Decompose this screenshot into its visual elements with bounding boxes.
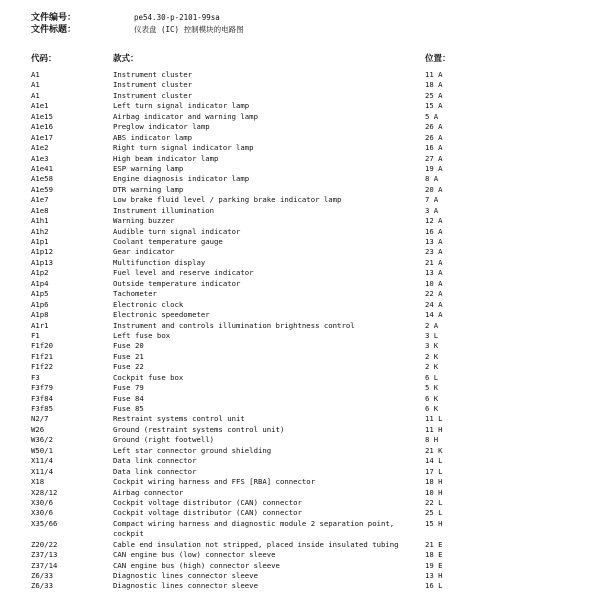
component-position: 11 H	[425, 424, 443, 434]
component-code: X35/66	[31, 518, 58, 528]
component-position: 14 A	[425, 310, 443, 320]
component-description: Compact wiring harness and diagnostic module 2 separation point,	[113, 518, 395, 528]
component-description: DTR warning lamp	[113, 184, 184, 194]
component-code: A1e15	[31, 111, 53, 121]
component-description: Diagnostic lines connector sleeve	[113, 571, 258, 580]
component-code: A1e59	[31, 184, 53, 194]
component-position: 18 A	[425, 80, 443, 90]
component-code: A1e2	[31, 143, 49, 153]
column-header-position: 位置：	[425, 54, 451, 64]
component-position: 21 A	[425, 257, 443, 267]
component-code: A1h1	[31, 216, 49, 226]
component-position: 15 H	[425, 518, 443, 528]
component-code: X11/4	[31, 456, 53, 466]
component-description: Ground (restraint systems control unit)	[113, 424, 285, 434]
component-position: 17 L	[425, 466, 443, 476]
list-item	[31, 268, 591, 278]
component-code: A1p8	[31, 310, 49, 320]
list-item	[31, 446, 591, 456]
component-position: 10 H	[425, 487, 443, 497]
list-item	[31, 195, 591, 205]
component-description: Data link connector	[113, 466, 197, 476]
component-position: 10 A	[425, 278, 443, 288]
document-header	[31, 12, 244, 36]
component-description: ABS indicator lamp	[113, 132, 193, 142]
list-item	[31, 341, 591, 351]
list-item	[31, 456, 591, 466]
component-description: Fuel level and reserve indicator	[113, 268, 254, 278]
component-position: 25 A	[425, 90, 443, 100]
component-description: Electronic speedometer	[113, 310, 210, 320]
component-code: N2/7	[31, 414, 49, 424]
component-position: 27 A	[425, 153, 443, 163]
list-item	[31, 133, 591, 143]
list-item	[31, 216, 591, 226]
component-description: Diagnostic lines connector sleeve	[113, 581, 258, 591]
component-description: Engine diagnosis indicator lamp	[113, 174, 250, 184]
component-description: Cockpit wiring harness and FFS [RBA] connector	[113, 477, 316, 487]
component-position: 18 E	[425, 550, 443, 560]
component-description: Preglow indicator lamp	[113, 122, 210, 132]
component-position: 5 A	[425, 111, 439, 121]
component-description: Warning buzzer	[113, 216, 175, 226]
list-item	[31, 561, 591, 571]
component-description: Instrument illumination	[113, 205, 215, 215]
component-description: Instrument and controls illumination brightness control	[113, 320, 355, 330]
component-code: X11/4	[31, 466, 53, 476]
list-item	[31, 373, 591, 383]
component-code: Z37/14	[31, 560, 58, 570]
doc-number-value: pe54.30-p-2101-99sa	[134, 13, 220, 22]
component-position: 3 K	[425, 341, 439, 351]
component-description: ESP warning lamp	[113, 163, 184, 173]
component-description: Gear indicator	[113, 247, 175, 257]
component-position: 11 L	[425, 414, 443, 424]
list-item	[31, 477, 591, 487]
list-item	[31, 300, 591, 310]
component-description: Multifunction display	[113, 257, 206, 267]
component-position: 5 K	[425, 383, 439, 393]
list-item	[31, 488, 591, 498]
list-item	[31, 467, 591, 477]
component-position: 26 A	[425, 122, 443, 132]
list-item	[31, 122, 591, 132]
component-position: 25 L	[425, 508, 443, 518]
component-position: 13 A	[425, 268, 443, 278]
doc-title-row	[31, 24, 244, 36]
component-position: 8 H	[425, 435, 439, 445]
component-description: Airbag indicator and warning lamp	[113, 111, 258, 121]
list-item	[31, 362, 591, 372]
component-description: Cockpit voltage distributor (CAN) connector	[113, 508, 302, 518]
component-code: A1e58	[31, 174, 53, 184]
component-description: CAN engine bus (high) connector sleeve	[113, 560, 280, 570]
component-code: A1e7	[31, 195, 49, 205]
component-position: 2 K	[425, 351, 439, 361]
component-position: 19 A	[425, 163, 443, 173]
component-code: X18	[31, 477, 45, 487]
list-item	[31, 258, 591, 268]
component-description: Right turn signal indicator lamp	[113, 143, 254, 153]
component-position: 15 A	[425, 101, 443, 111]
component-position: 21 E	[425, 539, 443, 549]
component-description: Audible turn signal indicator	[113, 226, 241, 236]
list-item	[31, 321, 591, 331]
component-code: A1p5	[31, 289, 49, 299]
component-code: A1e8	[31, 205, 49, 215]
component-code: A1p12	[31, 247, 53, 257]
component-code: F3f84	[31, 393, 53, 403]
list-item	[31, 550, 591, 560]
component-code: F3	[31, 372, 40, 382]
component-description: Cockpit voltage distributor (CAN) connector	[113, 497, 302, 507]
list-item	[31, 383, 591, 393]
component-position: 14 L	[425, 456, 443, 466]
component-description: Fuse 21	[113, 351, 144, 361]
component-position: 13 H	[425, 571, 443, 580]
list-item	[31, 143, 591, 153]
component-description: Cockpit fuse box	[113, 372, 184, 382]
component-code: Z6/33	[31, 581, 53, 591]
component-description: Electronic clock	[113, 299, 184, 309]
component-code: Z20/22	[31, 539, 58, 549]
list-item	[31, 70, 591, 80]
component-code: A1	[31, 80, 40, 90]
component-code: A1e1	[31, 101, 49, 111]
list-item	[31, 435, 591, 445]
component-description: Fuse 22	[113, 362, 144, 372]
component-description: Fuse 84	[113, 393, 144, 403]
list-item	[31, 174, 591, 184]
component-description: Outside temperature indicator	[113, 278, 241, 288]
component-code: A1	[31, 90, 40, 100]
component-code: A1p1	[31, 237, 49, 246]
list-item	[31, 164, 591, 174]
list-item	[31, 508, 591, 518]
component-position: 3 L	[425, 330, 439, 340]
list-item	[31, 414, 591, 424]
component-position: 6 L	[425, 372, 439, 382]
component-code: Z6/33	[31, 571, 53, 580]
doc-title-value: 仪表盘 (IC) 控制模块的电路图	[134, 25, 244, 34]
component-description: Left star connector ground shielding	[113, 445, 272, 455]
component-position: 23 A	[425, 247, 443, 257]
component-code: A1h2	[31, 226, 49, 236]
component-description: Instrument cluster	[113, 70, 193, 79]
component-code: A1p13	[31, 257, 53, 267]
component-position: 20 A	[425, 184, 443, 194]
component-description: Cable end insulation not stripped, placed inside insulated tubing	[113, 539, 399, 549]
component-description: High beam indicator lamp	[113, 153, 219, 163]
list-item	[31, 206, 591, 216]
component-position: 22 A	[425, 289, 443, 299]
component-description: Restraint systems control unit	[113, 414, 245, 424]
list-item	[31, 529, 591, 539]
component-description: Fuse 85	[113, 404, 144, 413]
component-position: 7 A	[425, 195, 439, 205]
component-code: W26	[31, 424, 45, 434]
column-header-code: 代码：	[31, 54, 57, 64]
component-description: Low brake fluid level / parking brake indicator lamp	[113, 195, 342, 205]
component-description: Instrument cluster	[113, 80, 193, 90]
component-description: Airbag connector	[113, 487, 184, 497]
component-description: Fuse 79	[113, 383, 144, 393]
list-item	[31, 425, 591, 435]
component-code: F1	[31, 330, 40, 340]
list-item	[31, 80, 591, 90]
component-code: W50/1	[31, 445, 53, 455]
component-code: F3f79	[31, 383, 53, 393]
component-code: A1e17	[31, 132, 53, 142]
list-item	[31, 352, 591, 362]
component-code: A1p2	[31, 268, 49, 278]
component-code: F1f22	[31, 362, 53, 372]
component-description: Ground (right footwell)	[113, 435, 215, 445]
component-code: A1p6	[31, 299, 49, 309]
component-code: A1e41	[31, 163, 53, 173]
list-item	[31, 112, 591, 122]
component-position: 21 K	[425, 445, 443, 455]
component-position: 24 A	[425, 299, 443, 309]
component-position: 2 K	[425, 362, 439, 372]
list-item	[31, 571, 591, 581]
component-position: 26 A	[425, 132, 443, 142]
component-code: F1f20	[31, 341, 53, 351]
component-code: Z37/13	[31, 550, 58, 560]
component-position: 16 A	[425, 143, 443, 153]
component-description: Left fuse box	[113, 330, 171, 340]
component-code: X30/6	[31, 508, 53, 518]
list-item	[31, 331, 591, 341]
component-code: A1r1	[31, 320, 49, 330]
list-item	[31, 154, 591, 164]
component-description: Coolant temperature gauge	[113, 237, 223, 246]
list-item	[31, 540, 591, 550]
list-item	[31, 227, 591, 237]
component-code: X30/6	[31, 497, 53, 507]
component-position: 6 K	[425, 404, 439, 413]
component-position: 19 E	[425, 560, 443, 570]
doc-number-label: 文件编号：	[31, 13, 77, 23]
list-item	[31, 101, 591, 111]
component-description: Left turn signal indicator lamp	[113, 101, 250, 111]
doc-number-row	[31, 12, 244, 24]
component-code: A1p4	[31, 278, 49, 288]
component-list	[31, 70, 591, 592]
component-code: W36/2	[31, 435, 53, 445]
component-code: A1e16	[31, 122, 53, 132]
component-position: 6 K	[425, 393, 439, 403]
component-position: 16 L	[425, 581, 443, 591]
component-position: 18 H	[425, 477, 443, 487]
component-code: F3f85	[31, 404, 53, 413]
component-description: Data link connector	[113, 456, 197, 466]
list-item	[31, 91, 591, 101]
list-item	[31, 498, 591, 508]
list-item	[31, 394, 591, 404]
component-description: cockpit	[113, 529, 144, 539]
component-code: A1	[31, 70, 40, 79]
list-item	[31, 237, 591, 247]
component-description: Instrument cluster	[113, 90, 193, 100]
list-item	[31, 247, 591, 257]
component-position: 13 A	[425, 237, 443, 246]
component-position: 2 A	[425, 320, 439, 330]
component-code: F1f21	[31, 351, 53, 361]
list-item	[31, 185, 591, 195]
component-position: 22 L	[425, 497, 443, 507]
component-description: Fuse 20	[113, 341, 144, 351]
list-item	[31, 279, 591, 289]
component-description: Tachometer	[113, 289, 157, 299]
component-position: 11 A	[425, 70, 443, 79]
list-item	[31, 404, 591, 414]
component-description: CAN engine bus (low) connector sleeve	[113, 550, 276, 560]
list-item	[31, 289, 591, 299]
doc-title-label: 文件标题：	[31, 25, 77, 35]
column-header-description: 款式：	[113, 54, 139, 64]
component-position: 12 A	[425, 216, 443, 226]
component-code: A1e3	[31, 153, 49, 163]
component-position: 16 A	[425, 226, 443, 236]
component-position: 8 A	[425, 174, 439, 184]
list-item	[31, 310, 591, 320]
component-code: X28/12	[31, 487, 58, 497]
list-item	[31, 519, 591, 529]
component-position: 3 A	[425, 205, 439, 215]
